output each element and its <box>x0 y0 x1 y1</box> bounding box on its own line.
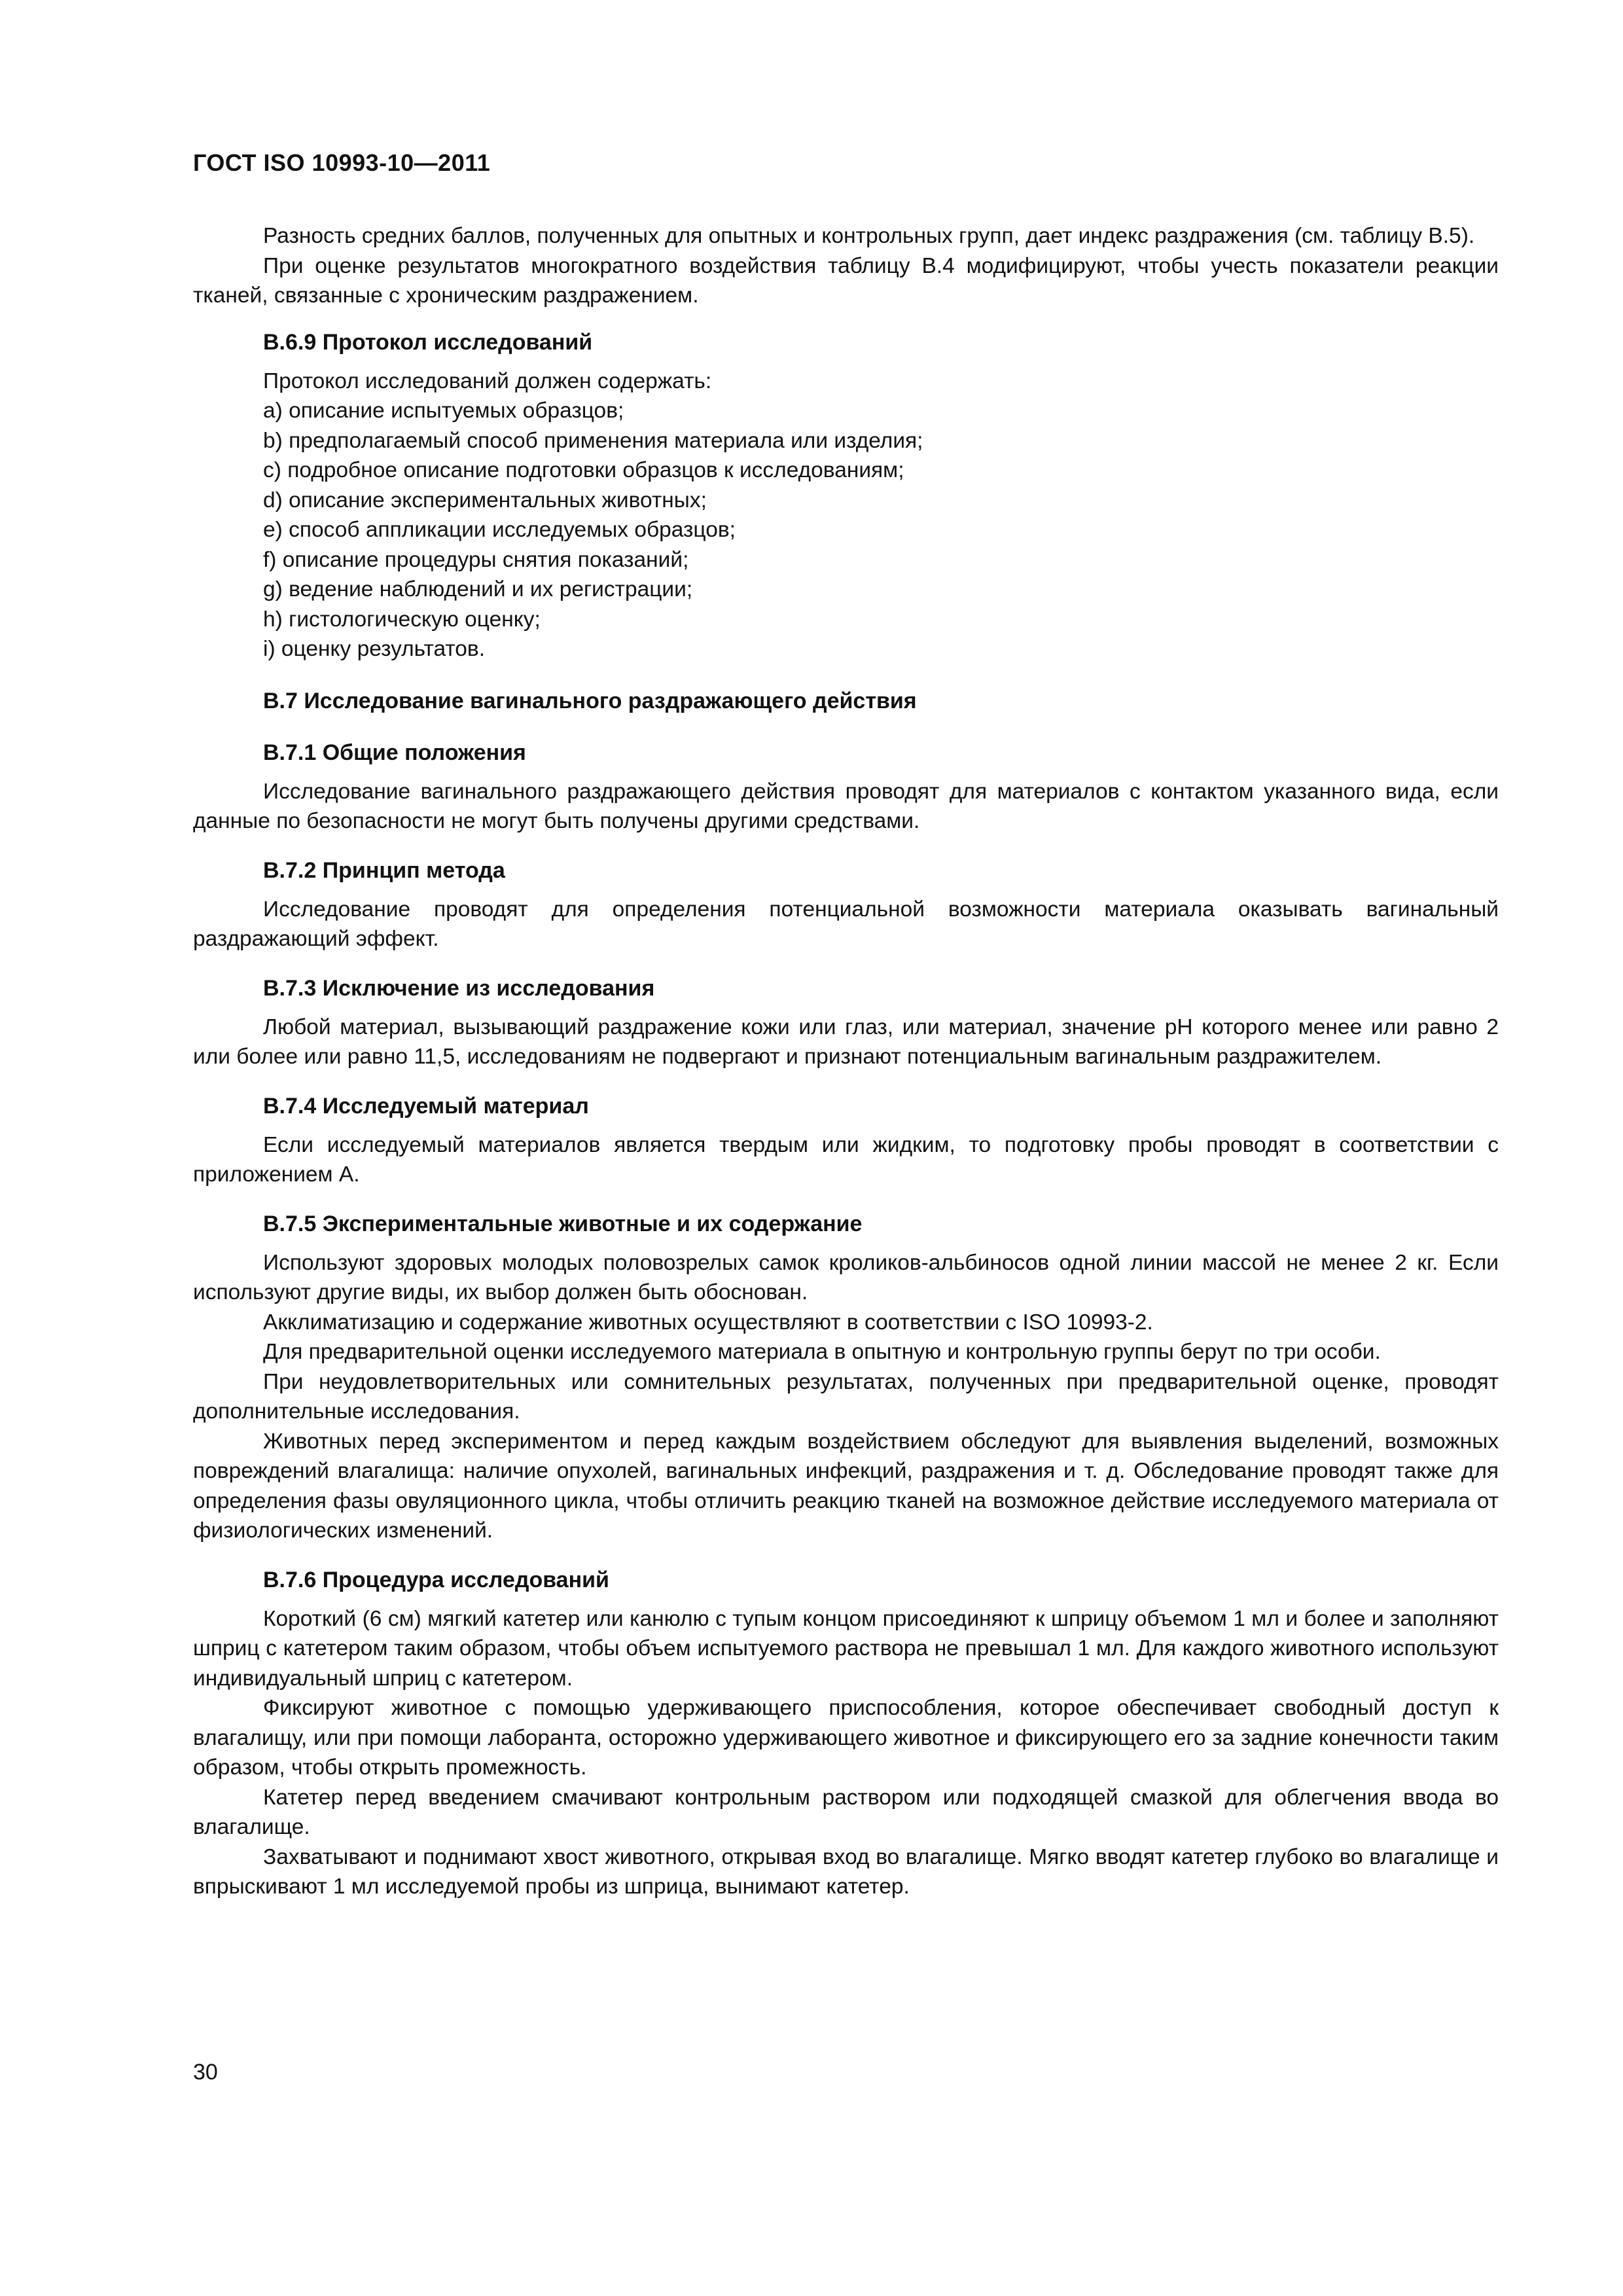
paragraph-b76-3: Катетер перед введением смачивают контрольным раствором или подходящей смазкой для облегчения ввода во влагалище. <box>193 1785 1499 1839</box>
paragraph-intro-2: При оценке результатов многократного воздействия таблицу В.4 модифицируют, чтобы учесть показатели реакции тканей, связанные с хроническим раздражением. <box>193 253 1499 308</box>
heading-b72: В.7.2 Принцип метода <box>263 857 505 883</box>
paragraph-b75-3: Для предварительной оценки исследуемого материала в опытную и контрольную группы берут по три особи. <box>263 1340 1381 1364</box>
paragraph-b76-4: Захватывают и поднимают хвост животного, открывая вход во влагалище. Мягко вводят катетер глубоко во влагалище и впрыскивают 1 мл исследуемой пробы из шприца, вынимают катетер. <box>193 1844 1499 1899</box>
protocol-list-intro: Протокол исследований должен содержать: <box>263 368 712 393</box>
heading-b75: В.7.5 Экспериментальные животные и их содержание <box>263 1211 863 1236</box>
paragraph-b75-2: Акклиматизацию и содержание животных осуществляют в соответствии с ISO 10993-2. <box>263 1310 1153 1335</box>
heading-b74: В.7.4 Исследуемый материал <box>263 1093 589 1119</box>
document-header-code: ГОСТ ISO 10993-10—2011 <box>193 149 491 176</box>
list-item: е) способ аппликации исследуемых образцов; <box>263 518 736 542</box>
paragraph-b76-1: Короткий (6 см) мягкий катетер или канюлю с тупым концом присоединяют к шприцу объемом 1 мл и более и заполняют шприц с катетером таким образом, чтобы объем испытуемого раствора не превышал 1 мл. Для каждого животного используют индивидуальный шприц с катетером. <box>193 1606 1499 1691</box>
heading-b69: В.6.9 Протокол исследований <box>263 329 593 355</box>
protocol-requirements-list <box>193 396 1499 664</box>
list-item: f) описание процедуры снятия показаний; <box>263 547 689 572</box>
list-item: d) описание экспериментальных животных; <box>263 488 707 512</box>
paragraph-b76-2: Фиксируют животное с помощью удерживающего приспособления, которое обеспечивает свободный доступ к влагалищу, или при помощи лаборанта, осторожно удерживающего животное и фиксирующего его за задние конечности таким образом, чтобы открыть промежность. <box>193 1696 1499 1780</box>
list-item: i) оценку результатов. <box>263 637 486 661</box>
heading-b76: В.7.6 Процедура исследований <box>263 1567 609 1592</box>
paragraph-b74-1: Если исследуемый материалов является твердым или жидким, то подготовку пробы проводят в соответствии с приложением А. <box>193 1132 1499 1187</box>
heading-b7: В.7 Исследование вагинального раздражающего действия <box>263 688 917 713</box>
heading-b71: В.7.1 Общие положения <box>263 740 526 765</box>
list-item: с) подробное описание подготовки образцов к исследованиям; <box>263 458 904 482</box>
list-item: g) ведение наблюдений и их регистрации; <box>263 577 693 601</box>
paragraph-b75-5: Животных перед экспериментом и перед каждым воздействием обследуют для выявления выделений, возможных повреждений влагалища: наличие опухолей, вагинальных инфекций, раздражения и т. д. Обследование проводят также для определения фазы овуляционного цикла, чтобы отличить реакцию тканей на возможное действие исследуемого материала от физиологических изменений. <box>193 1429 1499 1543</box>
paragraph-intro-1: Разность средних баллов, полученных для опытных и контрольных групп, дает индекс раздражения (см. таблицу В.5). <box>263 224 1475 248</box>
page-number: 30 <box>193 2060 218 2085</box>
document-body <box>193 221 1499 1902</box>
paragraph-b75-1: Используют здоровых молодых половозрелых самок кроликов-альбиносов одной линии массой не менее 2 кг. Если используют другие виды, их выбор должен быть обоснован. <box>193 1250 1499 1304</box>
paragraph-b75-4: При неудовлетворительных или сомнительных результатах, полученных при предварительной оценке, проводят дополнительные исследования. <box>193 1369 1499 1424</box>
paragraph-b72-1: Исследование проводят для определения потенциальной возможности материала оказывать вагинальный раздражающий эффект. <box>193 897 1499 951</box>
list-item: b) предполагаемый способ применения материала или изделия; <box>263 428 923 453</box>
list-item: а) описание испытуемых образцов; <box>263 399 624 423</box>
list-item: h) гистологическую оценку; <box>263 607 541 632</box>
heading-b73: В.7.3 Исключение из исследования <box>263 975 655 1001</box>
paragraph-b73-1: Любой материал, вызывающий раздражение кожи или глаз, или материал, значение pH которого менее или равно 2 или более или равно 11,5, исследованиям не подвергают и признают потенциальным вагинальным раздражителем. <box>193 1014 1499 1069</box>
paragraph-b71-1: Исследование вагинального раздражающего действия проводят для материалов с контактом указанного вида, если данные по безопасности не могут быть получены другими средствами. <box>193 779 1499 833</box>
